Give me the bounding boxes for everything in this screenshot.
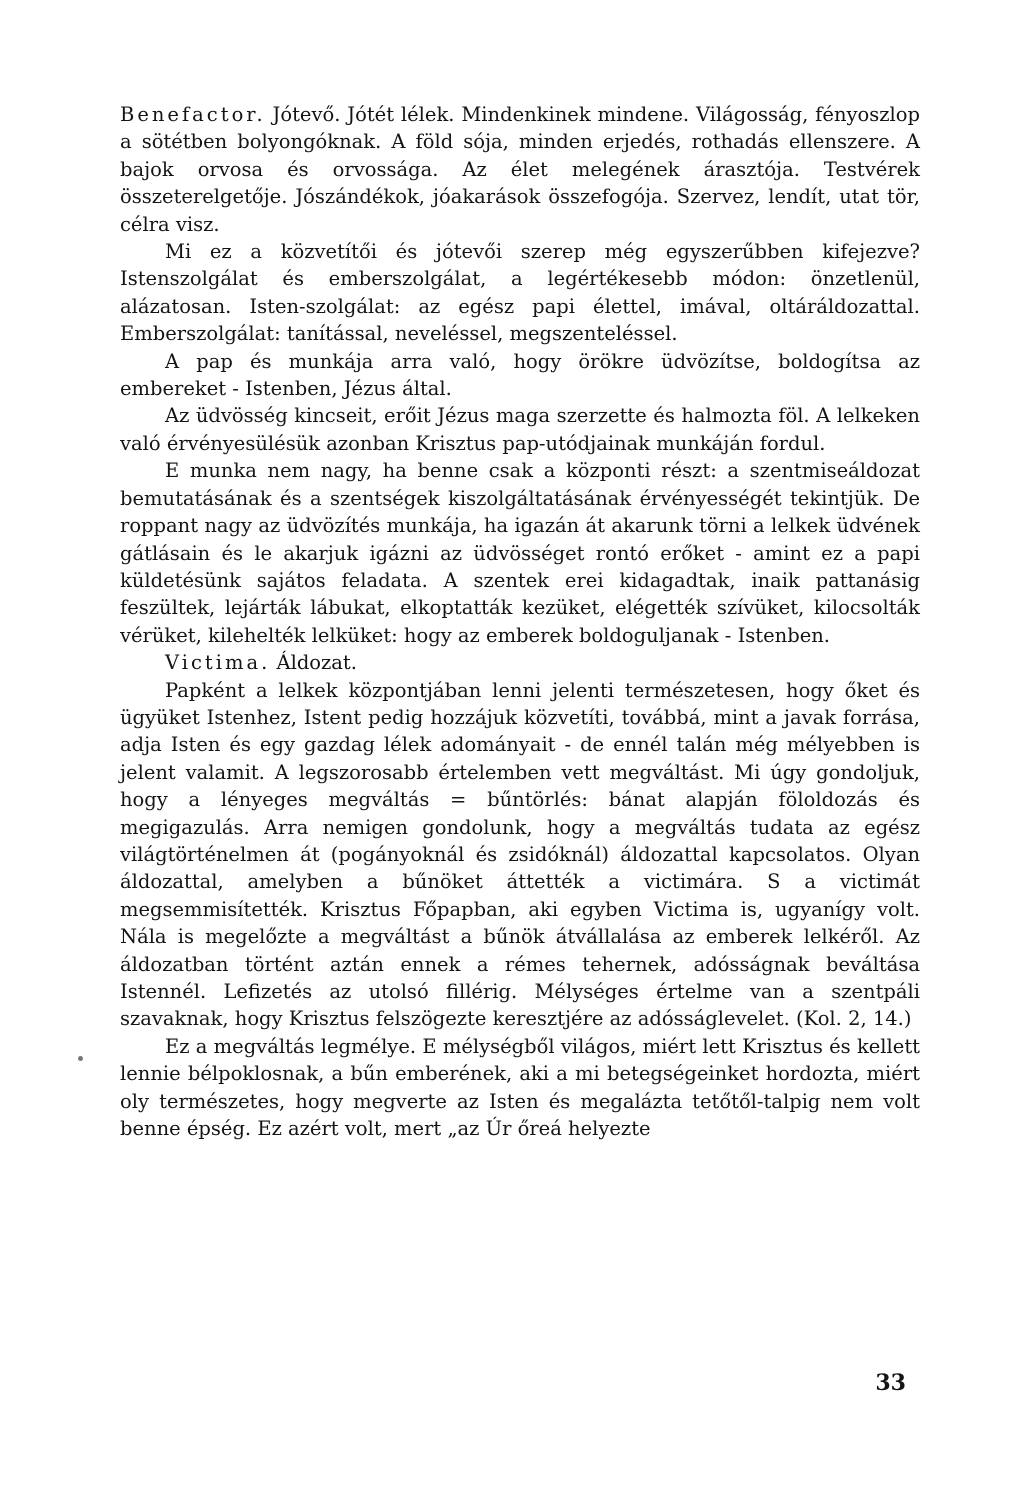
paragraph-text: Az üdvösség kincseit, erőit Jézus maga szerzette és halmozta föl. A lelkeken való érvényesülésük azonban Krisztus pap-utódjainak munkáján fordul. — [120, 404, 920, 455]
paragraph-saints — [120, 457, 920, 649]
paragraph-depth — [120, 1033, 920, 1143]
term-victima: Victima. — [165, 651, 271, 675]
paragraph-text: Mi ez a közvetítői és jótevői szerep még egyszerűbben kifejezve? Istenszolgálat és emberszolgálat, a legértékesebb módon: önzetlenül, alázatosan. Isten-szolgálat: az egész papi élettel, imával, oltáráldozattal. Emberszolgálat: tanítással, neveléssel, megszenteléssel. — [120, 240, 920, 346]
paragraph-victima — [120, 649, 920, 676]
paragraph-text: Áldozat. — [270, 651, 357, 675]
paragraph-benefactor — [120, 101, 920, 238]
paragraph-mediator-role — [120, 238, 920, 348]
paragraph-text: A pap és munkája arra való, hogy örökre üdvözítse, boldogítsa az embereket - Istenben, Jézus által. — [120, 349, 920, 401]
paragraph-priest-work — [120, 348, 920, 403]
paragraph-text: E munka nem nagy, ha benne csak a központi részt: a szentmiseáldozat bemutatásának és a szentségek kiszolgáltatásának érvényességét tekintjük. De roppant nagy az üdvözítés munkája, ha igazán át akarunk törni a lelkek üdvének gátlásain és le akarjuk igázni az üdvösséget rontó erőket - amint ez a papi küldetésünk sajátos feladata. A szentek erei kidagadtak, inaik pattanásig feszültek, lejárták lábukat, elkoptatták kezüket, elégették szívüket, kilocsolták vérüket, kilehelték lelküket: hogy az emberek boldoguljanak - Istenben. — [120, 459, 920, 647]
paragraph-text: Ez a megváltás legmélye. E mélységből világos, miért lett Krisztus és kellett lennie bélpoklosnak, a bűn emberének, aki a mi betegségeinket hordozta, miért oly természetes, hogy megverte az Isten és megalázta tetőtől-talpig nem volt benne épség. Ez azért volt, mert „az Úr őreá helyezte — [120, 1034, 920, 1141]
paragraph-text: Papként a lelkek központjában lenni jelenti természetesen, hogy őket és ügyüket Istenhez, Istent pedig hozzájuk közvetíti, továbbá, mint a javak forrása, adja Isten és egy gazdag lélek adományait - de ennél talán még mélyebben is jelent valamit. A legszorosabb értelemben vett megváltást. Mi úgy gondoljuk, hogy a lényeges megváltás = bűntörlés: bánat alapján föloldozás és megigazulás. Arra nemigen gondolunk, hogy a megváltás tudata az egész világtörténelmen át (pogányoknál és zsidóknál) áldozattal kapcsolatos. Olyan áldozattal, amelyben a bűnöket áttették a victimára. S a victimát megsemmisítették. Krisztus Főpapban, aki egyben Victima is, ugyanígy volt. Nála is megelőzte a megváltást a bűnök átvállalása az emberek lelkéről. Az áldozatban történt aztán ennek a rémes tehernek, adósságnak beváltása Istennél. Lefizetés az utolsó fillérig. Mélységes értelme van a szentpáli szavaknak, hogy Krisztus felszögezte keresztjére az adósságlevelet. (Kol. 2, 14.) — [120, 678, 920, 1031]
paragraph-treasures — [120, 402, 920, 457]
paragraph-redemption — [120, 677, 920, 1033]
term-benefactor: Benefactor. — [120, 103, 266, 126]
margin-speck — [78, 1056, 83, 1061]
paragraph-text: Jótevő. Jótét lélek. Mindenkinek mindene. Világosság, fényoszlop a sötétben bolyongóknak. A föld sója, minden erjedés, rothadás ellenszere. A bajok orvosa és orvossága. Az élet melegének árasztója. Testvérek összeterelgetője. Jószándékok, jóakarások összefogója. Szervez, lendít, utat tör, célra visz. — [120, 103, 920, 236]
body-text — [120, 101, 920, 1142]
page-number: 33 — [875, 1370, 906, 1396]
